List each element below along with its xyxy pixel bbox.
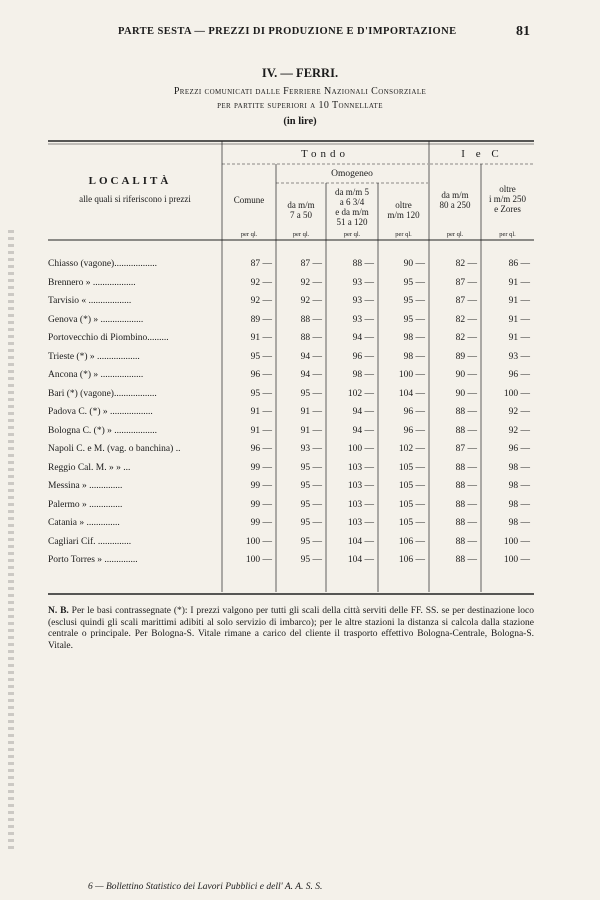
locality-name: Reggio Cal. M. » » ... [48,462,131,473]
table-row [0,555,600,573]
price-cell: 92 — [508,425,530,436]
locality-name: Catania » .............. [48,518,120,528]
col-header-comune [222,195,276,205]
price-cell: 95 — [250,388,272,399]
footnote-label: N. B. [48,606,69,616]
col-unit: per ql. [292,231,310,238]
price-cell: 100 — [245,555,272,565]
price-cell: 93 — [352,296,374,306]
table-row [0,481,600,499]
table-row [0,370,600,388]
price-cell: 87 — [455,296,477,306]
price-cell: 90 — [455,370,477,380]
price-cell: 100 — [503,555,530,565]
price-cell: 87 — [300,259,322,269]
subgroup-omogeneo: Omogeneo [331,169,373,179]
table-row [0,518,600,536]
col-header-line: i m/m 250 [488,194,526,204]
locality-name: Genova (*) » .................. [48,314,144,325]
col-header-line: m/m 120 [387,210,420,220]
col-header-line: 51 a 120 [336,217,368,227]
price-cell: 91 — [508,333,530,343]
price-cell: 96 — [352,351,374,362]
locality-name: Bari (*) (vagone).................. [48,388,157,399]
price-cell: 91 — [300,407,322,417]
price-cell: 96 — [403,407,425,417]
price-cell: 105 — [398,481,425,491]
locality-subheader: alle quali si riferiscono i prezzi [79,194,191,204]
table-row [0,500,600,518]
col-header-line: da m/m 5 [335,187,369,197]
price-cell: 98 — [352,370,374,380]
price-cell: 96 — [508,444,530,454]
table-row [0,278,600,296]
price-cell: 88 — [300,333,322,343]
table-row [0,537,600,555]
price-cell: 88 — [455,518,477,528]
table-row [0,259,600,277]
price-cell: 90 — [403,259,425,269]
col-header-line: e Zores [494,204,521,214]
table-row [0,352,600,370]
price-cell: 88 — [455,536,477,547]
price-cell: 91 — [508,314,530,325]
price-cell: 91 — [250,425,272,436]
price-cell: 94 — [300,370,322,380]
col-header-line: 80 a 250 [439,200,471,210]
price-cell: 87 — [250,259,272,269]
price-cell: 96 — [403,425,425,436]
price-cell: 105 — [398,462,425,473]
price-cell: 82 — [455,333,477,343]
price-cell: 91 — [300,425,322,436]
group-tondo: Tondo [301,148,349,160]
locality-name: Brennero » .................. [48,277,136,288]
price-cell: 99 — [250,499,272,510]
col-header-line: oltre [395,200,412,210]
price-cell: 87 — [455,277,477,288]
price-cell: 95 — [250,351,272,362]
col-unit: per ql. [395,231,412,238]
price-cell: 91 — [250,407,272,417]
price-cell: 95 — [403,314,425,325]
locality-name: Bologna C. (*) » .................. [48,425,157,436]
locality-name: Palermo » .............. [48,499,123,510]
price-cell: 95 — [300,388,322,399]
price-cell: 88 — [455,481,477,491]
price-cell: 88 — [455,425,477,436]
price-cell: 104 — [347,555,374,565]
locality-name: Napoli C. e M. (vag. o banchina) .. [48,444,181,454]
col-unit: per ql. [343,231,361,238]
col-unit: per ql. [240,231,258,238]
price-cell: 91 — [250,333,272,343]
col-header-line: a 6 3/4 [339,197,365,207]
price-cell: 106 — [398,536,425,547]
price-cell: 103 — [347,518,374,528]
footnote [48,606,534,652]
price-cell: 103 — [347,499,374,510]
locality-name: Padova C. (*) » .................. [48,407,153,417]
locality-name: Chiasso (vagone).................. [48,259,157,269]
price-cell: 88 — [455,462,477,473]
col-header-line: 7 a 50 [290,210,312,220]
locality-name: Cagliari Cif. .............. [48,536,132,547]
col-header-80-250 [429,190,481,210]
price-cell: 99 — [250,518,272,528]
price-cell: 98 — [403,351,425,362]
price-cell: 99 — [250,481,272,491]
price-cell: 88 — [352,259,374,269]
price-cell: 103 — [347,462,374,473]
price-cell: 95 — [300,481,322,491]
price-cell: 91 — [508,277,530,288]
price-cell: 92 — [300,277,322,288]
price-cell: 95 — [300,462,322,473]
table-row [0,389,600,407]
col-header-oltre-120 [378,200,429,220]
price-cell: 92 — [250,277,272,288]
price-cell: 94 — [352,333,374,343]
price-cell: 105 — [398,518,425,528]
section-title: IV. — FERRI. [261,66,339,80]
price-cell: 87 — [455,444,477,454]
table-row [0,407,600,425]
col-header-line: da m/m [287,200,315,210]
section-subtitle-line2: per partite superiori a 10 Tonnellate [217,100,383,111]
price-cell: 104 — [347,536,374,547]
price-cell: 99 — [250,462,272,473]
price-cell: 98 — [508,499,530,510]
page-footer: 6 — Bollettino Statistico dei Lavori Pubblici e dell' A. A. S. S. [88,882,323,892]
col-unit: per ql. [446,231,464,238]
price-cell: 100 — [245,536,272,547]
price-cell: 92 — [508,407,530,417]
col-header-line: da m/m [441,190,469,200]
price-cell: 82 — [455,314,477,325]
price-cell: 96 — [250,444,272,454]
locality-name: Ancona (*) » .................. [48,370,144,380]
units-label: (in lire) [283,116,317,127]
locality-name: Tarvisio « .................. [48,296,132,306]
price-cell: 94 — [352,407,374,417]
table-row [0,315,600,333]
price-cell: 103 — [347,481,374,491]
price-cell: 95 — [300,499,322,510]
price-cell: 100 — [398,370,425,380]
col-header-line: oltre [499,184,516,194]
locality-name: Messina » .............. [48,481,123,491]
price-cell: 102 — [347,388,374,399]
section-subtitle-line1: Prezzi comunicati dalle Ferriere Nazionali Consorziale [173,86,427,97]
price-cell: 94 — [300,351,322,362]
group-ie: I e C [461,148,503,160]
price-cell: 82 — [455,259,477,269]
price-cell: 98 — [508,462,530,473]
price-cell: 93 — [352,314,374,325]
price-cell: 105 — [398,499,425,510]
col-header-7-50 [276,200,326,220]
col-header-oltre-250 [481,184,534,214]
footnote-text: Per le basi contrassegnate (*): I prezzi valgono per tutti gli scali della città serviti delle FF. SS. se per destinazione loco (esclusi quindi gli scali marittimi adibiti al solo servizio di imbarco); per le altre stazioni la distanza si calcola dalla stazione centrale o principale. Per Bologna-S. Vitale rimane a carico del cliente il trasporto effettivo Bologna-Centrale, Bologna-S. Vitale. [48,606,534,651]
price-cell: 96 — [508,370,530,380]
col-header-line: e da m/m [335,207,369,217]
price-cell: 100 — [503,536,530,547]
price-cell: 88 — [455,407,477,417]
price-cell: 89 — [250,314,272,325]
price-cell: 90 — [455,388,477,399]
price-cell: 98 — [508,481,530,491]
price-cell: 91 — [508,296,530,306]
table-row [0,333,600,351]
price-cell: 95 — [300,536,322,547]
price-cell: 88 — [300,314,322,325]
price-cell: 106 — [398,555,425,565]
price-cell: 86 — [508,259,530,269]
price-cell: 100 — [503,388,530,399]
price-cell: 94 — [352,425,374,436]
table-row [0,426,600,444]
price-cell: 92 — [300,296,322,306]
locality-name: Trieste (*) » .................. [48,351,140,362]
price-cell: 95 — [403,277,425,288]
price-cell: 102 — [398,444,425,454]
col-header-5-120 [326,187,378,227]
page-number: 81 [516,24,530,39]
price-cell: 100 — [347,444,374,454]
price-cell: 95 — [300,555,322,565]
table-row [0,296,600,314]
locality-name: Porto Torres » .............. [48,555,138,565]
col-header-line: Comune [233,195,265,205]
locality-header: LOCALITÀ [88,175,172,187]
price-cell: 92 — [250,296,272,306]
table-row [0,463,600,481]
price-cell: 98 — [403,333,425,343]
price-cell: 96 — [250,370,272,380]
price-cell: 98 — [508,518,530,528]
price-cell: 95 — [300,518,322,528]
running-head-title: PARTE SESTA — PREZZI DI PRODUZIONE E D'IMPORTAZIONE [118,26,457,37]
price-cell: 89 — [455,351,477,362]
table-row [0,444,600,462]
price-cell: 95 — [403,296,425,306]
locality-name: Portovecchio di Piombino......... [48,333,169,343]
price-cell: 88 — [455,555,477,565]
price-cell: 93 — [352,277,374,288]
col-unit: per ql. [499,231,516,238]
price-cell: 93 — [300,444,322,454]
binding-edge-mark [8,230,14,850]
price-cell: 104 — [398,388,425,399]
price-cell: 93 — [508,351,530,362]
price-cell: 88 — [455,499,477,510]
